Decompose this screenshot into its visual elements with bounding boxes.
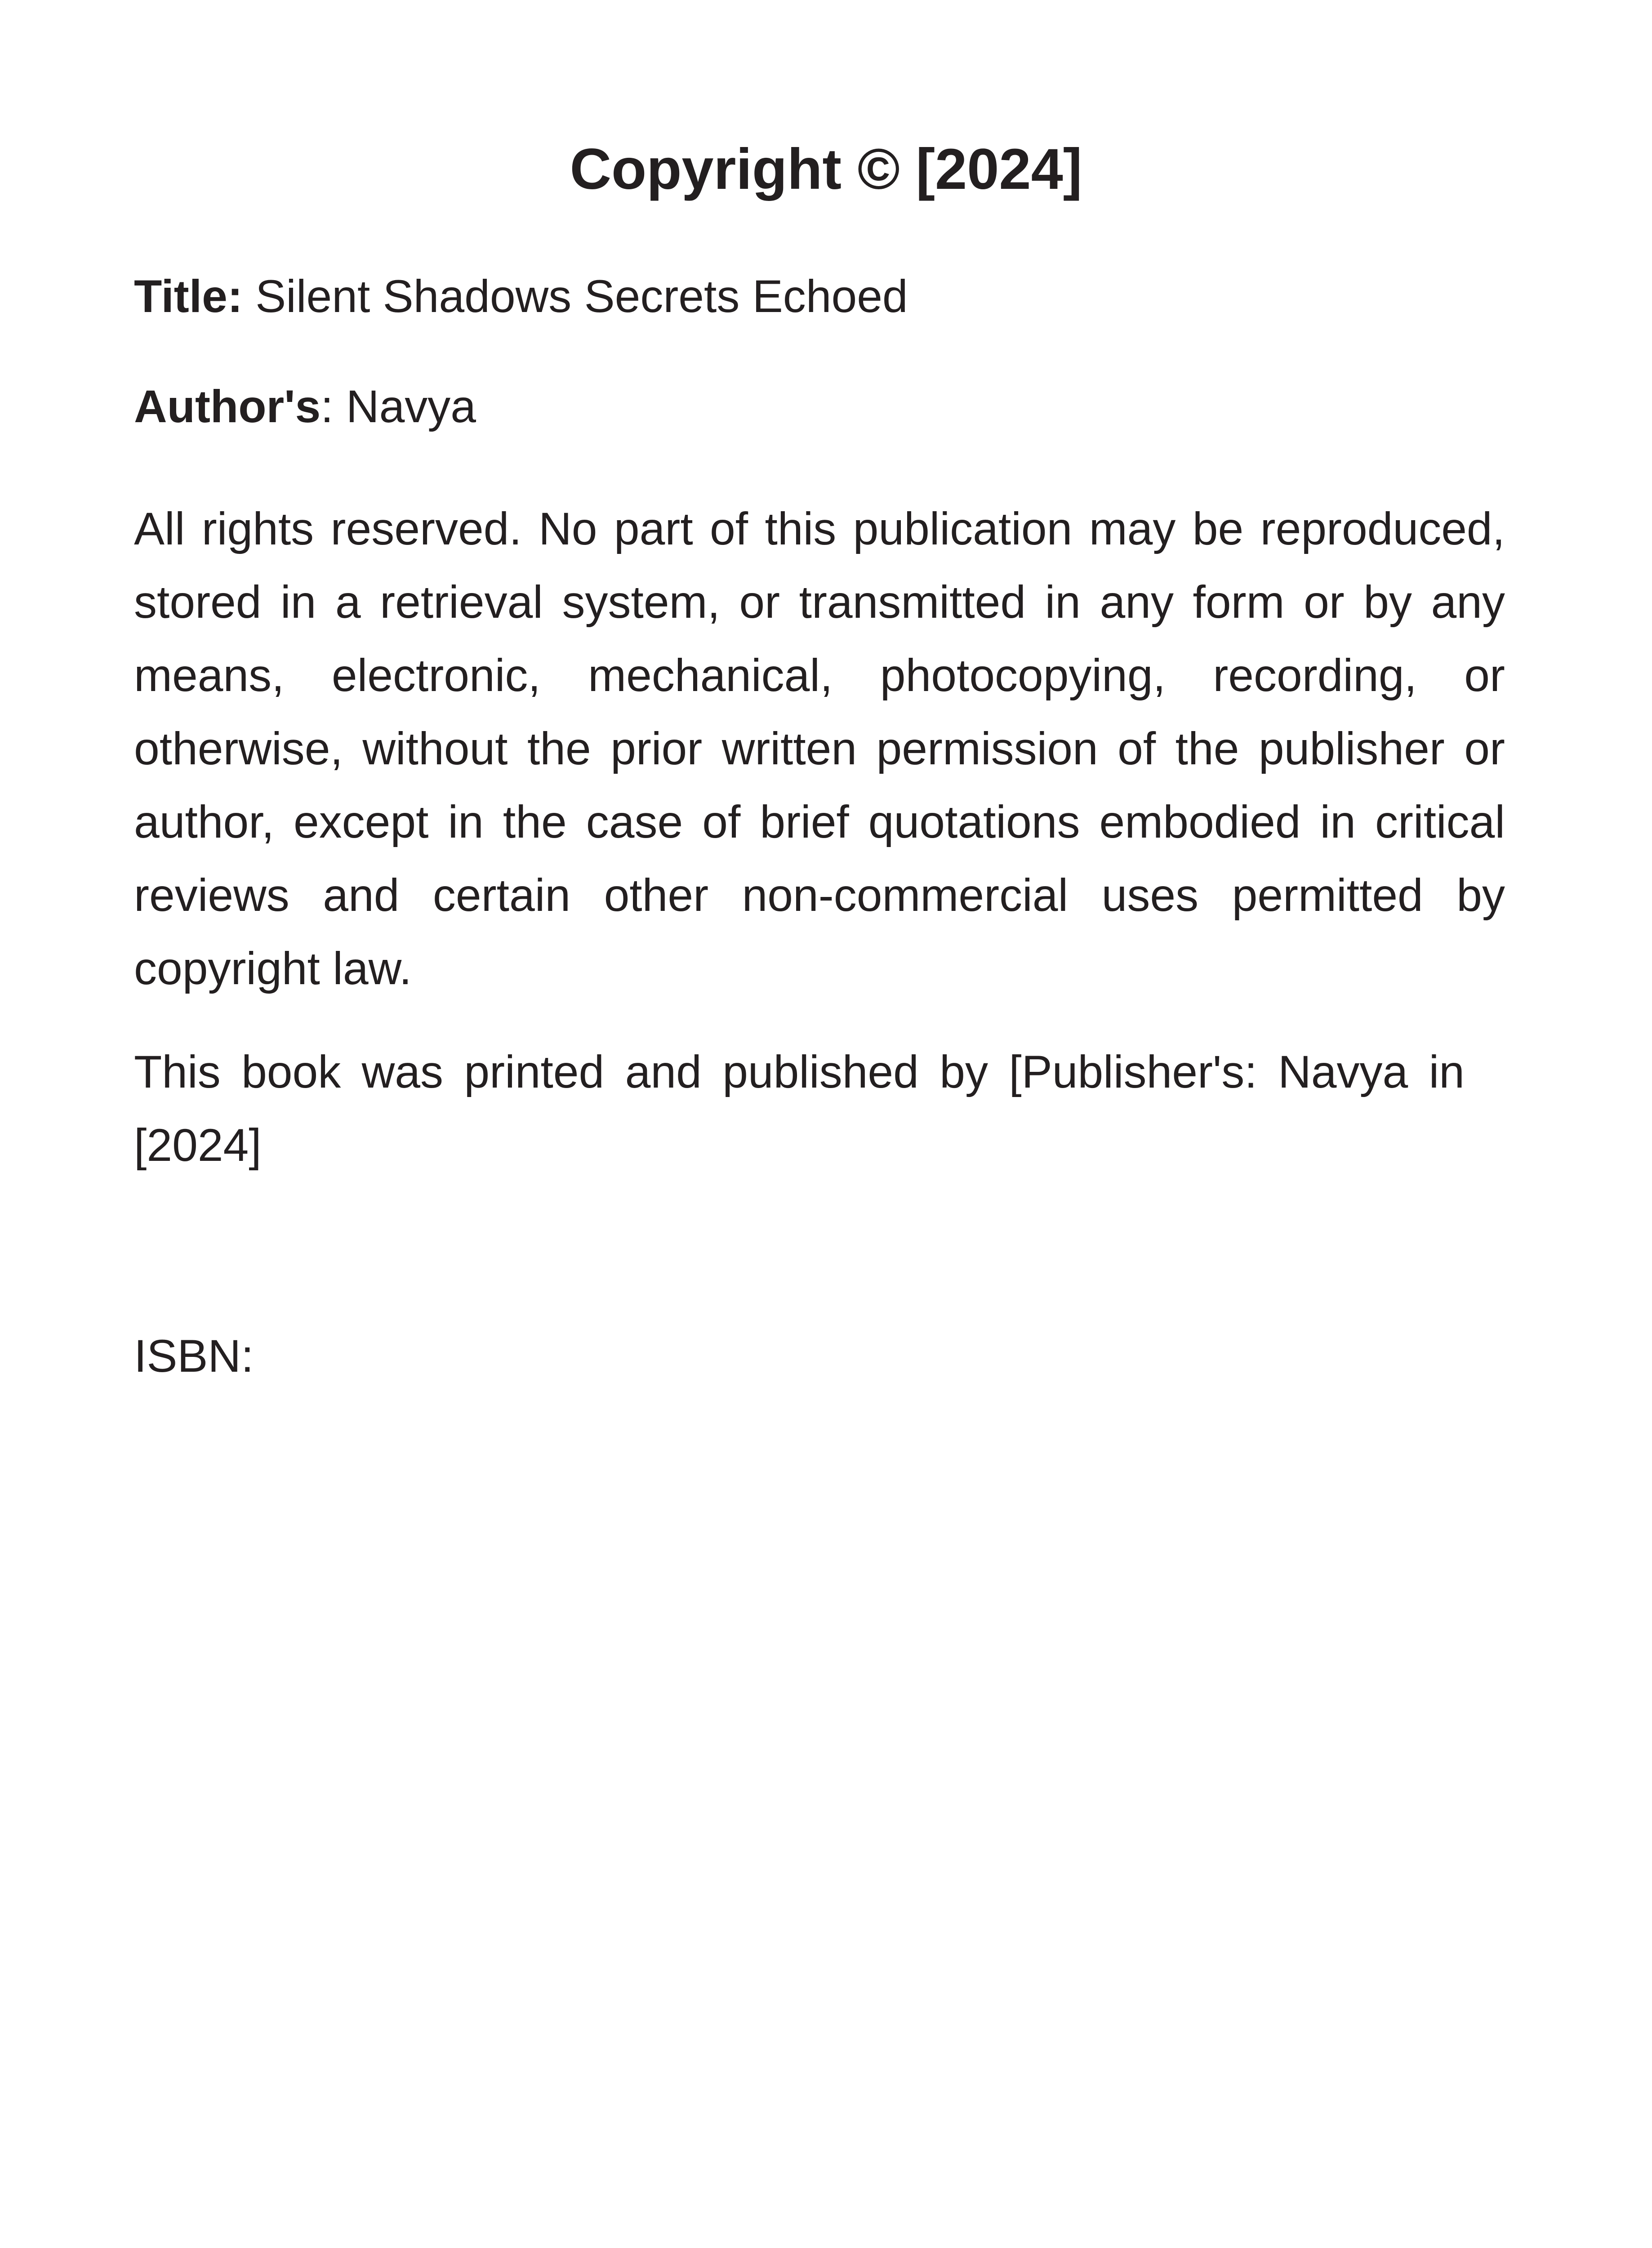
- author-value: : Navya: [321, 381, 476, 432]
- title-value: Silent Shadows Secrets Echoed: [242, 271, 908, 322]
- title-line: [134, 269, 908, 324]
- author-label: Author's: [134, 381, 321, 432]
- isbn-label: ISBN:: [134, 1330, 254, 1382]
- page-heading: Copyright © [2024]: [570, 137, 1082, 201]
- publisher-paragraph: This book was printed and published by [Publisher's: Navya in [2024]: [134, 1046, 1465, 1171]
- title-label: Title:: [134, 271, 243, 322]
- author-line: [134, 379, 476, 434]
- rights-reserved-paragraph: All rights reserved. No part of this publication may be reproduced, stored in a retrieval system, or transmitted in any form or by any means, electronic, mechanical, photocopying, recording, or otherwise, without the prior written permission of the publisher or author, except in the case of brief quotations embodied in critical reviews and certain other non-commercial uses permitted by copyright law.: [134, 503, 1505, 994]
